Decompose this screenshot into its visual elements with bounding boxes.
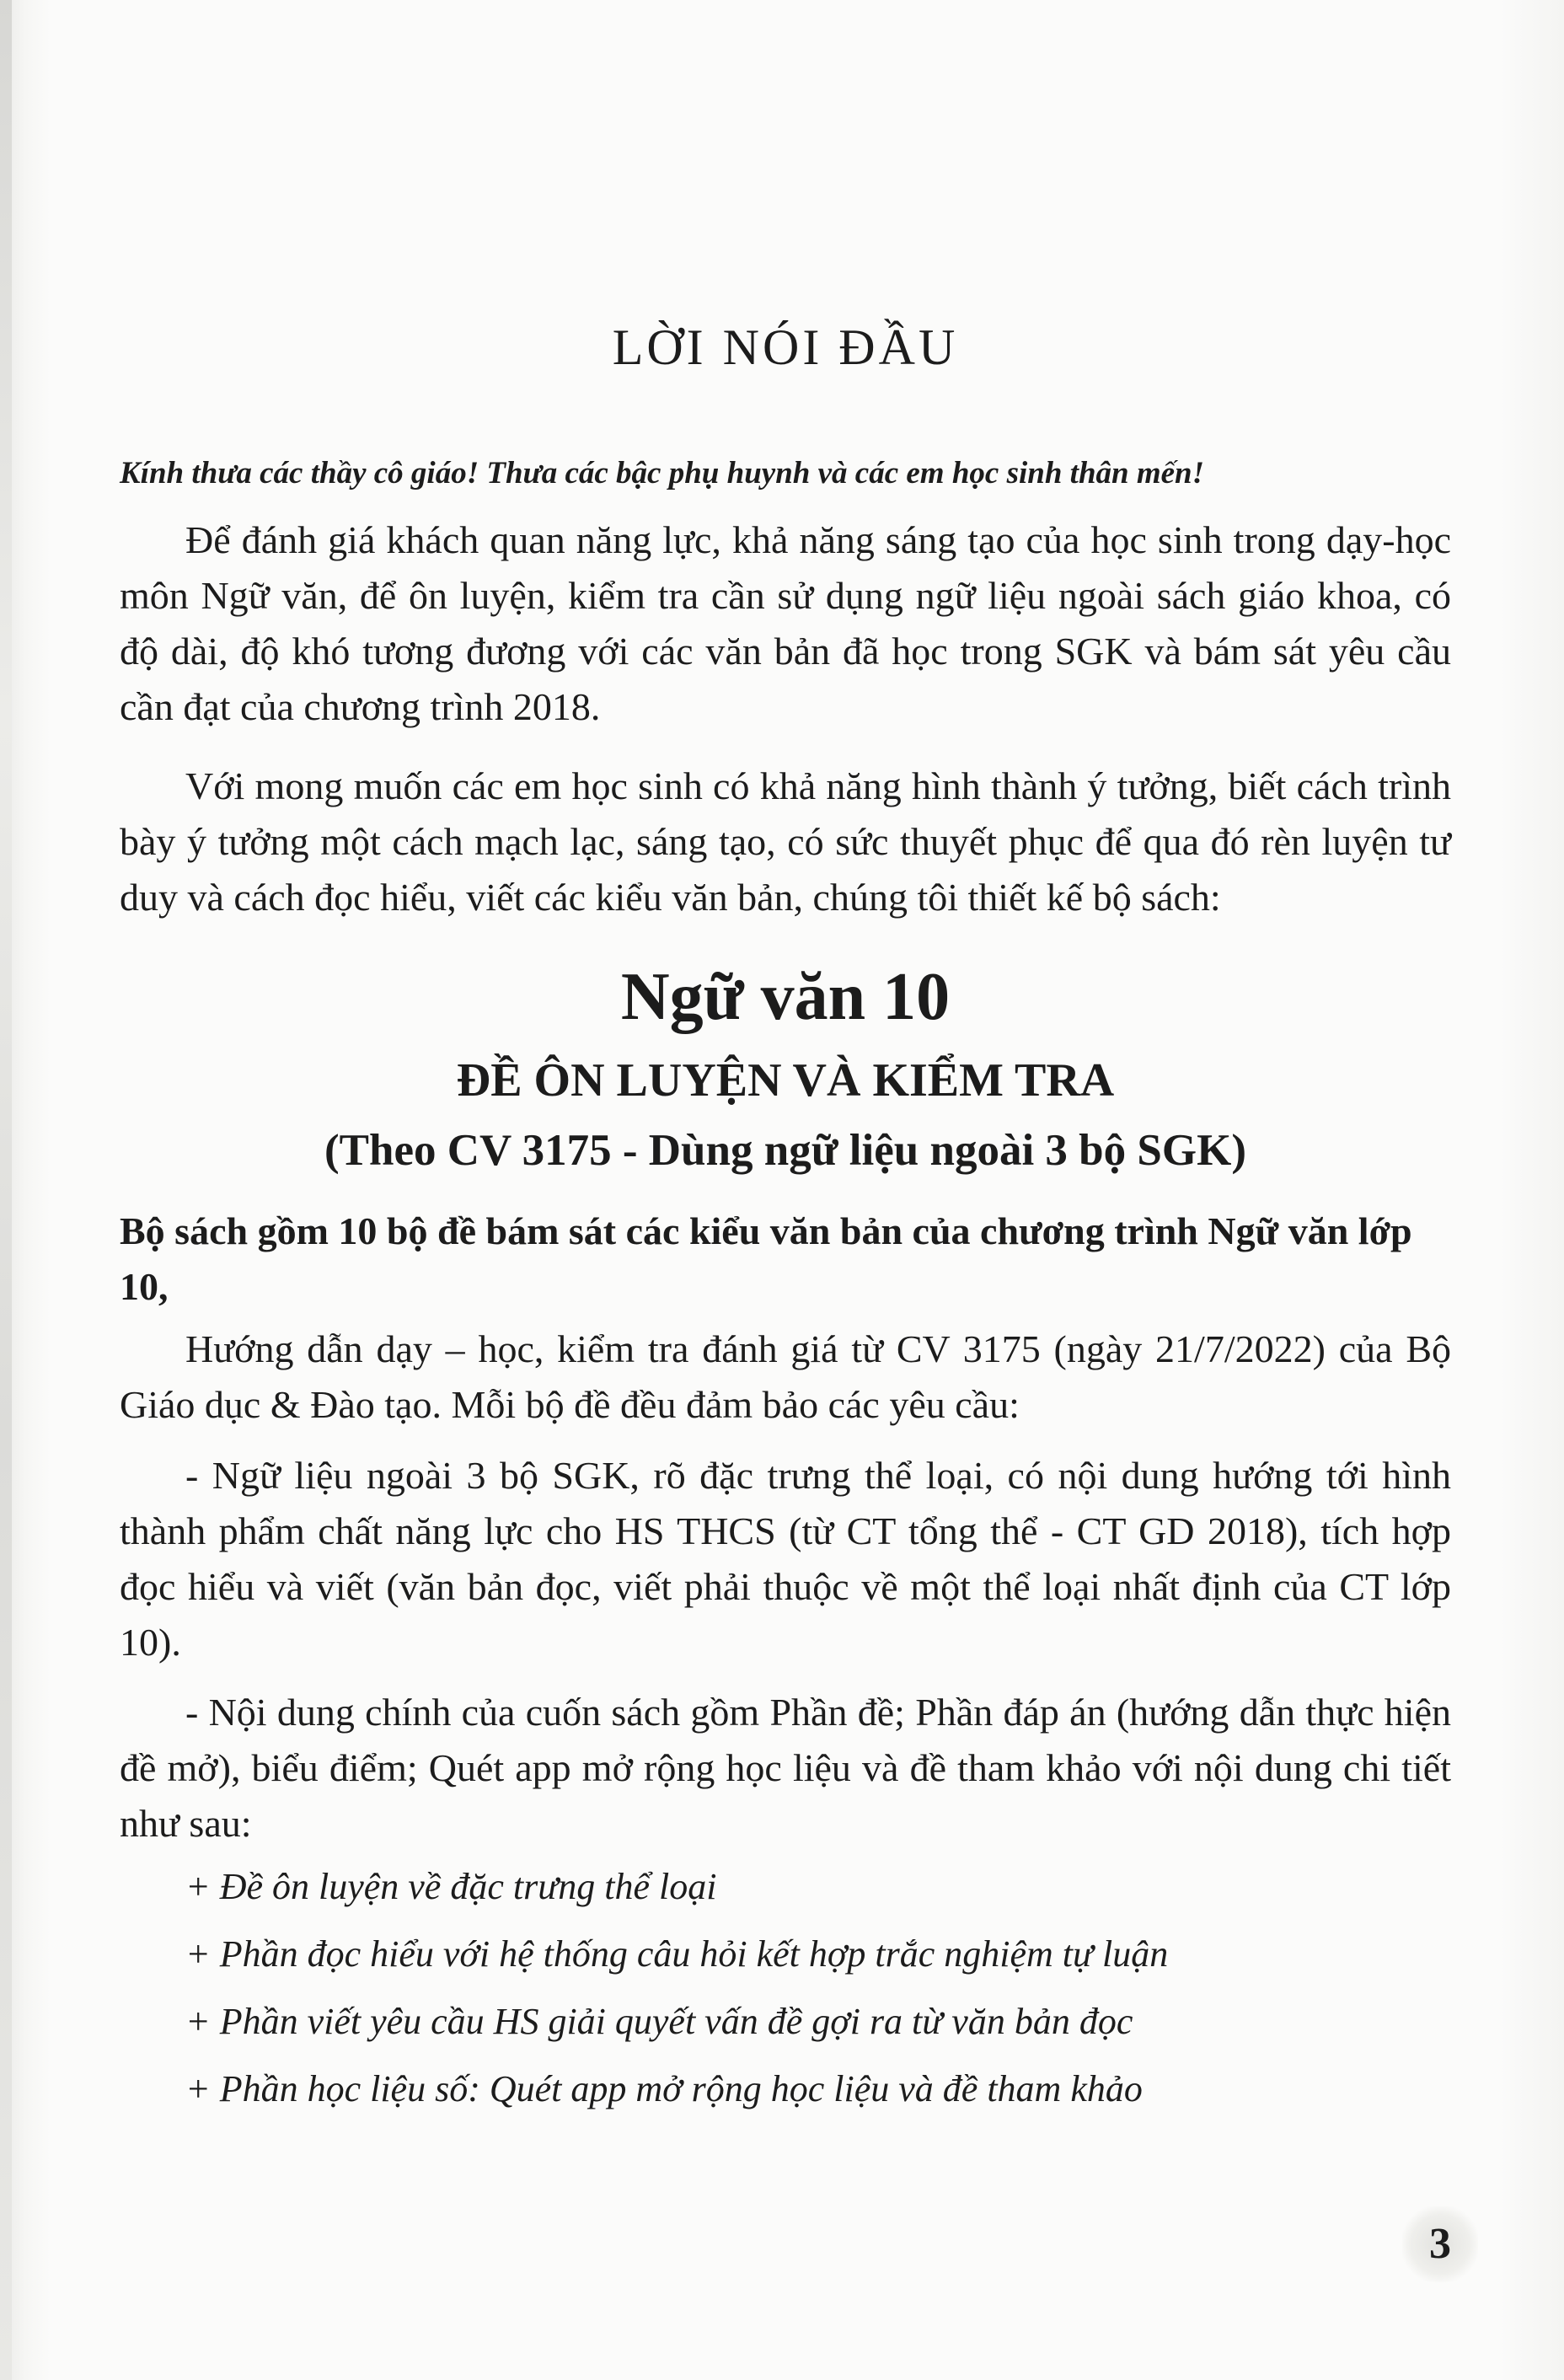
book-description: Bộ sách gồm 10 bộ đề bám sát các kiểu văn bản của chương trình Ngữ văn lớp 10, bbox=[120, 1209, 1412, 1308]
list-item: + Phần viết yêu cầu HS giải quyết vấn đề gợi ra từ văn bản đọc bbox=[185, 2001, 1133, 2042]
list-item: + Đề ôn luyện về đặc trưng thể loại bbox=[185, 1866, 717, 1907]
paragraph-requirement-1-text: - Ngữ liệu ngoài 3 bộ SGK, rõ đặc trưng thể loại, có nội dung hướng tới hình thành phẩm chất năng lực cho HS THCS (từ CT tổng thể - CT GD 2018), tích hợp đọc hiểu và viết (văn bản đọc, viết phải thuộc về một thể loại nhất định của CT lớp 10). bbox=[120, 1454, 1451, 1664]
paragraph-intro-text: Để đánh giá khách quan năng lực, khả năng sáng tạo của học sinh trong dạy-học môn Ngữ văn, để ôn luyện, kiểm tra cần sử dụng ngữ liệu ngoài sách giáo khoa, có độ dài, độ khó tương đương với các văn bản đã học trong SGK và bám sát yêu cầu cần đạt của chương trình 2018. bbox=[120, 518, 1451, 728]
book-subtitle: ĐỀ ÔN LUYỆN VÀ KIỂM TRA bbox=[456, 1054, 1115, 1107]
book-note: (Theo CV 3175 - Dùng ngữ liệu ngoài 3 bộ SGK) bbox=[324, 1126, 1246, 1175]
paragraph-purpose bbox=[120, 758, 1451, 925]
greeting: Kính thưa các thầy cô giáo! Thưa các bậc phụ huynh và các em học sinh thân mến! bbox=[120, 456, 1205, 490]
paragraph-requirement-1 bbox=[120, 1448, 1451, 1670]
paragraph-intro bbox=[120, 512, 1451, 735]
paragraph-guidance bbox=[120, 1321, 1451, 1433]
paragraph-guidance-text: Hướng dẫn dạy – học, kiểm tra đánh giá từ CV 3175 (ngày 21/7/2022) của Bộ Giáo dục & Đào tạo. Mỗi bộ đề đều đảm bảo các yêu cầu: bbox=[120, 1327, 1451, 1426]
paragraph-purpose-text: Với mong muốn các em học sinh có khả năng hình thành ý tưởng, biết cách trình bày ý tưởng một cách mạch lạc, sáng tạo, có sức thuyết phục để qua đó rèn luyện tư duy và cách đọc hiểu, viết các kiểu văn bản, chúng tôi thiết kế bộ sách: bbox=[120, 764, 1451, 919]
page-number: 3 bbox=[1402, 2206, 1478, 2282]
list-item: + Phần đọc hiểu với hệ thống câu hỏi kết hợp trắc nghiệm tự luận bbox=[185, 1933, 1169, 1975]
paragraph-requirement-2-text: - Nội dung chính của cuốn sách gồm Phần đề; Phần đáp án (hướng dẫn thực hiện đề mở), biểu điểm; Quét app mở rộng học liệu và đề tham khảo với nội dung chi tiết như sau: bbox=[120, 1691, 1451, 1845]
book-title: Ngữ văn 10 bbox=[620, 960, 951, 1034]
page-title: LỜI NÓI ĐẦU bbox=[612, 319, 959, 375]
page-edge-shadow bbox=[0, 0, 12, 2380]
list-item: + Phần học liệu số: Quét app mở rộng học liệu và đề tham khảo bbox=[185, 2068, 1143, 2109]
paragraph-requirement-2 bbox=[120, 1685, 1451, 1852]
